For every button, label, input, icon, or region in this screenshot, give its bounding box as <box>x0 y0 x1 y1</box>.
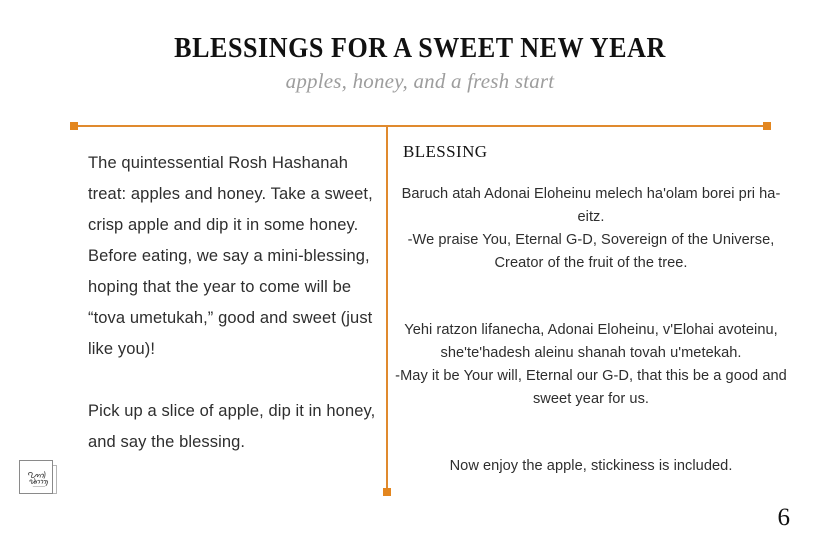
divider-dot-right <box>763 122 771 130</box>
closing-line: Now enjoy the apple, stickiness is included. <box>449 458 733 474</box>
blessing-heading: BLESSING <box>403 142 488 161</box>
blessing-translation-2: -May it be Your will, Eternal our G-D, that this be a good and sweet year for us. <box>395 368 787 407</box>
brand-logo-watermark <box>16 459 58 497</box>
blessing-hebrew-transliteration-2: Yehi ratzon lifanecha, Adonai Eloheinu, v'Elohai avoteinu, she'te'hadesh aleinu shanah tovah u'metekah. <box>404 322 778 361</box>
script-signature-icon <box>21 461 55 493</box>
divider-dot-left <box>70 122 78 130</box>
page-number: 6 <box>777 504 790 531</box>
page-subtitle: apples, honey, and a fresh start <box>285 69 555 93</box>
instruction-paragraph: Pick up a slice of apple, dip it in honey, and say the blessing. <box>88 402 376 451</box>
vertical-divider <box>386 125 388 492</box>
divider-dot-bottom <box>383 488 391 496</box>
right-text-column <box>392 183 790 478</box>
page-title: BLESSINGS FOR A SWEET NEW YEAR <box>174 33 666 64</box>
blessing-hebrew-transliteration-1: Baruch atah Adonai Eloheinu melech ha'olam borei pri ha-eitz. <box>401 186 781 225</box>
intro-paragraph: The quintessential Rosh Hashanah treat: apples and honey. Take a sweet, crisp apple and dip it in some honey. Before eating, we say a mini-blessing, hoping that the year to come will be “tova umetukah,” good and sweet (just like you)! <box>88 154 373 358</box>
blessing-translation-1: -We praise You, Eternal G-D, Sovereign of the Universe, Creator of the fruit of the tree. <box>407 232 775 271</box>
left-text-column <box>88 148 384 458</box>
horizontal-divider <box>74 125 767 127</box>
paragraph-spacer-1 <box>392 275 790 319</box>
paragraph-spacer-2 <box>392 411 790 455</box>
